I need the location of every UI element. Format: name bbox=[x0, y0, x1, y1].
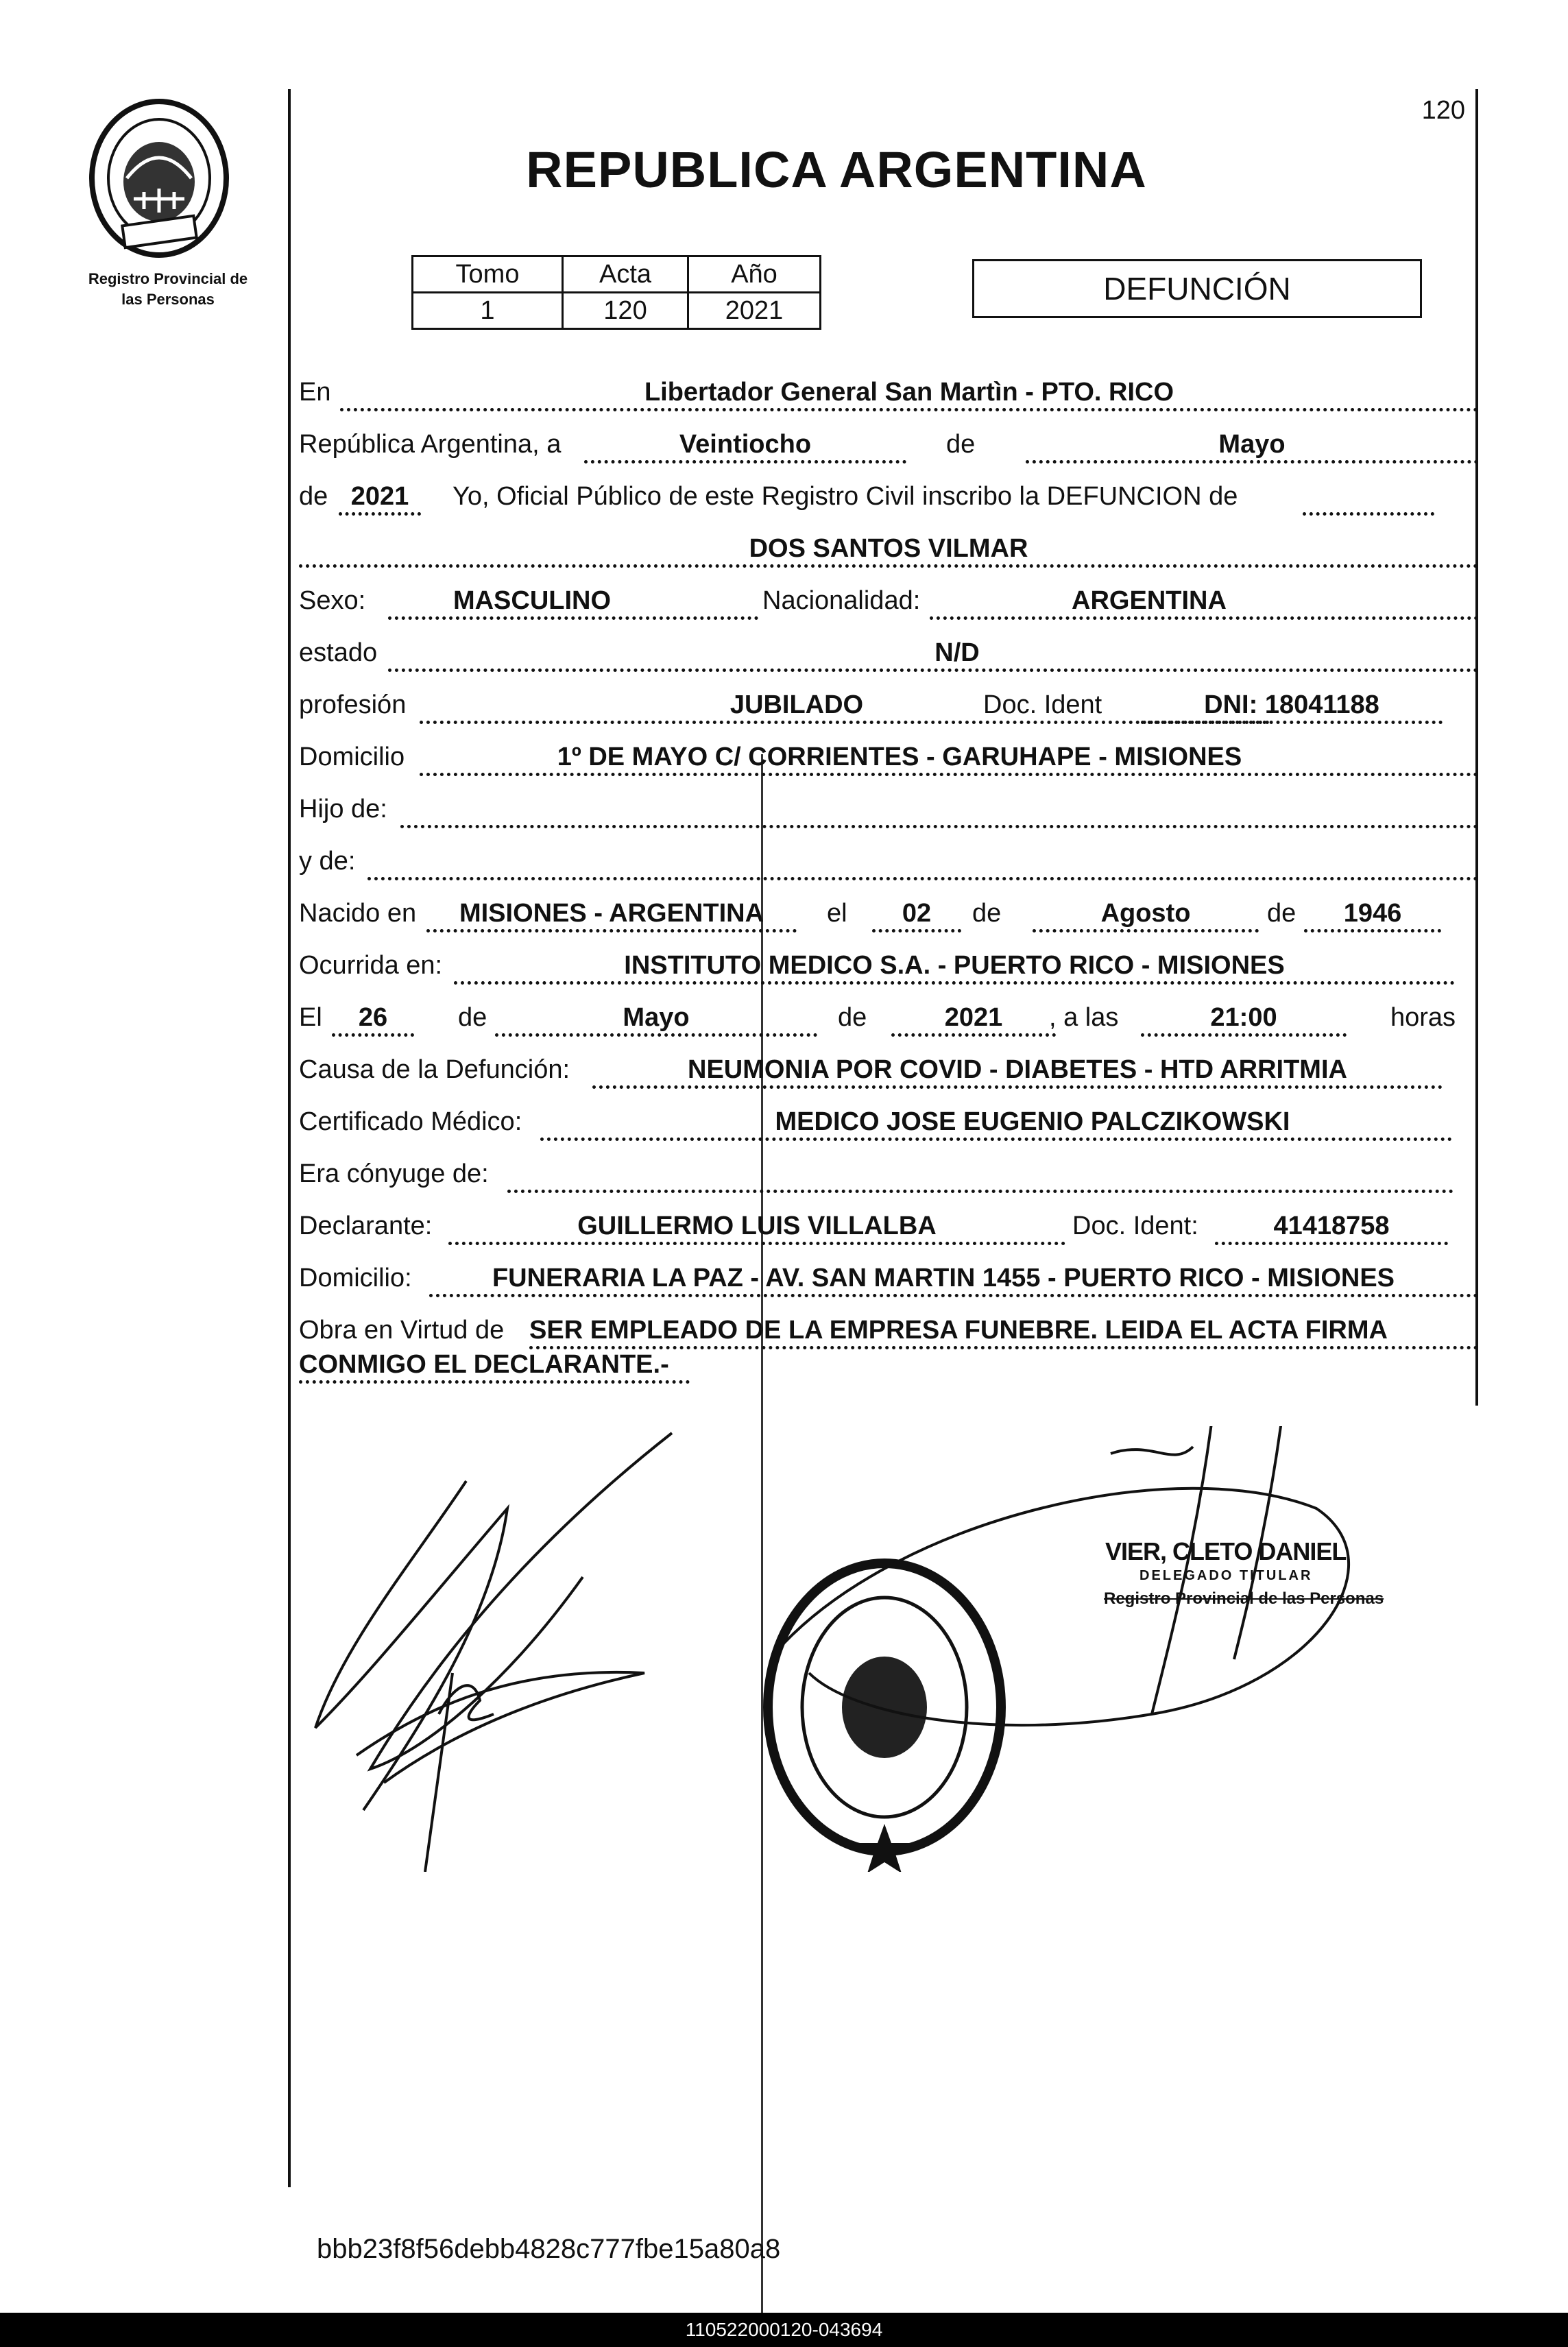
anio-header: Año bbox=[688, 256, 821, 293]
obra-line1: SER EMPLEADO DE LA EMPRESA FUNEBRE. LEIDA EL ACTA FIRMA bbox=[529, 1316, 1388, 1345]
barcode-footer bbox=[0, 2313, 1568, 2347]
place-value: Libertador General San Martìn - PTO. RICO bbox=[644, 378, 1174, 407]
row-official bbox=[299, 480, 1478, 516]
declarante-doc-value: 41418758 bbox=[1273, 1212, 1390, 1240]
obra-line2-dotted-line bbox=[299, 1380, 690, 1384]
row-domicilio bbox=[299, 741, 1478, 776]
muerte-mes-dotted-line bbox=[495, 1033, 817, 1037]
y-de-dotted-line bbox=[367, 877, 1478, 880]
official-text: Yo, Oficial Público de este Registro Civil inscribo la DEFUNCION de bbox=[453, 482, 1238, 511]
row-declarante-domicilio bbox=[299, 1262, 1478, 1297]
muerte-hora-dotted-line bbox=[1141, 1033, 1347, 1037]
nacido-anio-dotted-line bbox=[1304, 929, 1441, 932]
deceased-dotted-line bbox=[299, 564, 1478, 568]
record-table-header-row bbox=[413, 256, 821, 293]
el-label: el bbox=[827, 899, 847, 928]
row-nacido bbox=[299, 897, 1478, 932]
nacido-mes-value: Agosto bbox=[1100, 899, 1191, 928]
de-label-1: de bbox=[946, 430, 976, 459]
declarante-doc-dotted-line bbox=[1215, 1242, 1448, 1245]
year-value: 2021 bbox=[350, 482, 409, 511]
row-hijo bbox=[299, 793, 1478, 828]
horas-label: horas bbox=[1390, 1003, 1456, 1032]
declarant-signature bbox=[315, 1433, 672, 1872]
nacionalidad-label: Nacionalidad: bbox=[762, 586, 921, 615]
conyuge-label: Era cónyuge de: bbox=[299, 1159, 489, 1188]
officer-role: DELEGADO TITULAR bbox=[1139, 1568, 1313, 1583]
declarante-doc-label: Doc. Ident: bbox=[1072, 1212, 1198, 1240]
record-table-value-row bbox=[413, 293, 821, 329]
officer-name: VIER, CLETO DANIEL bbox=[1105, 1537, 1347, 1565]
doc-ident-value: DNI: 18041188 bbox=[1204, 690, 1379, 719]
nacido-dia-dotted-line bbox=[872, 929, 961, 932]
document-hash: bbb23f8f56debb4828c777fbe15a80a8 bbox=[317, 2234, 781, 2264]
conyuge-dotted-line bbox=[507, 1190, 1454, 1193]
nacido-lugar-value: MISIONES - ARGENTINA bbox=[459, 899, 764, 928]
muerte-hora-value: 21:00 bbox=[1210, 1003, 1277, 1032]
ocurrida-label: Ocurrida en: bbox=[299, 951, 443, 980]
doc-ident-label: Doc. Ident bbox=[983, 690, 1102, 719]
nacionalidad-value: ARGENTINA bbox=[1072, 586, 1227, 615]
causa-value: NEUMONIA POR COVID - DIABETES - HTD ARRITMIA bbox=[688, 1055, 1347, 1084]
row-ocurrida bbox=[299, 949, 1478, 985]
muerte-mes-value: Mayo bbox=[623, 1003, 690, 1032]
profesion-label: profesión bbox=[299, 690, 407, 719]
row-conyuge bbox=[299, 1157, 1478, 1193]
nacionalidad-dotted-line bbox=[930, 616, 1478, 620]
nacido-anio-value: 1946 bbox=[1343, 899, 1402, 928]
domicilio-value: 1º DE MAYO C/ CORRIENTES - GARUHAPE - MISIONES bbox=[557, 743, 1242, 771]
row-profession bbox=[299, 688, 1478, 724]
day-words-dotted-line bbox=[584, 460, 906, 464]
de-label-3: de bbox=[972, 899, 1002, 928]
registry-label-line1: Registro Provincial de bbox=[88, 270, 248, 287]
muerte-anio-value: 2021 bbox=[944, 1003, 1003, 1032]
causa-label: Causa de la Defunción: bbox=[299, 1055, 570, 1084]
tomo-value: 1 bbox=[413, 293, 563, 329]
acta-value: 120 bbox=[563, 293, 688, 329]
declarante-label: Declarante: bbox=[299, 1212, 433, 1240]
estado-value: N/D bbox=[934, 638, 980, 667]
nacido-dia-value: 02 bbox=[902, 899, 932, 928]
certificado-label: Certificado Médico: bbox=[299, 1107, 522, 1136]
row-date bbox=[299, 428, 1478, 464]
de-label-6: de bbox=[838, 1003, 867, 1032]
obra-line2: CONMIGO EL DECLARANTE.- bbox=[299, 1350, 669, 1379]
sexo-dotted-line bbox=[388, 616, 758, 620]
left-margin-line bbox=[288, 89, 291, 2187]
a-las-label: , a las bbox=[1049, 1003, 1119, 1032]
deceased-name: DOS SANTOS VILMAR bbox=[749, 534, 1028, 563]
declarante-domicilio-label: Domicilio: bbox=[299, 1264, 412, 1292]
hijo-label: Hijo de: bbox=[299, 795, 387, 823]
domicilio-label: Domicilio bbox=[299, 743, 405, 771]
signatures-and-seal bbox=[288, 1426, 1495, 1872]
day-words-value: Veintiocho bbox=[679, 430, 812, 459]
estado-dotted-line bbox=[388, 669, 1478, 672]
declarante-domicilio-value: FUNERARIA LA PAZ - AV. SAN MARTIN 1455 - PUERTO RICO - MISIONES bbox=[492, 1264, 1395, 1292]
official-end-dotted-line bbox=[1303, 512, 1434, 516]
muerte-anio-dotted-line bbox=[891, 1033, 1056, 1037]
row-place bbox=[299, 376, 1478, 411]
document-title: REPUBLICA ARGENTINA bbox=[526, 141, 1147, 198]
month-dotted-line bbox=[1026, 460, 1478, 464]
muerte-dia-dotted-line bbox=[332, 1033, 414, 1037]
anio-value: 2021 bbox=[688, 293, 821, 329]
certificado-value: MEDICO JOSE EUGENIO PALCZIKOWSKI bbox=[775, 1107, 1290, 1136]
nacido-lugar-dotted-line bbox=[426, 929, 797, 932]
registry-label-line2: las Personas bbox=[121, 291, 215, 308]
domicilio-dotted-line bbox=[420, 773, 1478, 776]
record-table bbox=[411, 255, 821, 330]
nacido-mes-dotted-line bbox=[1033, 929, 1259, 932]
row-y-de bbox=[299, 845, 1478, 880]
row-causa bbox=[299, 1053, 1478, 1089]
de-label-4: de bbox=[1267, 899, 1296, 928]
acta-header: Acta bbox=[563, 256, 688, 293]
y-de-label: y de: bbox=[299, 847, 356, 876]
official-seal bbox=[500, 1426, 1001, 1872]
sexo-label: Sexo: bbox=[299, 586, 366, 615]
row-obra-2 bbox=[299, 1348, 1478, 1384]
row-fecha-defuncion bbox=[299, 1001, 1478, 1037]
declarante-domicilio-dotted-line bbox=[429, 1294, 1478, 1297]
en-label: En bbox=[299, 378, 331, 407]
declarante-dotted-line bbox=[448, 1242, 1065, 1245]
row-sex-nationality bbox=[299, 584, 1478, 620]
hijo-dotted-line bbox=[400, 825, 1478, 828]
declarante-value: GUILLERMO LUIS VILLALBA bbox=[577, 1212, 937, 1240]
row-certificado bbox=[299, 1105, 1478, 1141]
certificado-dotted-line bbox=[540, 1138, 1452, 1141]
sexo-value: MASCULINO bbox=[453, 586, 612, 615]
tomo-header: Tomo bbox=[413, 256, 563, 293]
row-obra bbox=[299, 1314, 1478, 1349]
provincia-misiones-coat-of-arms-logo bbox=[86, 96, 233, 261]
row-deceased bbox=[299, 532, 1478, 568]
place-dotted-line bbox=[340, 408, 1478, 411]
nacido-label: Nacido en bbox=[299, 899, 417, 928]
ocurrida-value: INSTITUTO MEDICO S.A. - PUERTO RICO - MISIONES bbox=[624, 951, 1285, 980]
row-declarante bbox=[299, 1209, 1478, 1245]
registry-label bbox=[65, 269, 271, 310]
row-estado bbox=[299, 636, 1478, 672]
record-type-box: DEFUNCIÓN bbox=[972, 259, 1422, 318]
estado-label: estado bbox=[299, 638, 378, 667]
profesion-value: JUBILADO bbox=[729, 690, 864, 719]
month-value: Mayo bbox=[1218, 430, 1286, 459]
republica-label: República Argentina, a bbox=[299, 430, 562, 459]
de-label-5: de bbox=[458, 1003, 487, 1032]
page-number: 120 bbox=[1421, 96, 1465, 125]
de-label-2: de bbox=[299, 482, 328, 511]
officer-org: Registro Provincial de las Personas bbox=[1104, 1589, 1384, 1608]
year-dotted-line bbox=[339, 512, 421, 516]
causa-dotted-line bbox=[592, 1085, 1443, 1089]
doc-ident-dotted-line bbox=[1141, 721, 1443, 724]
barcode-text: 110522000120-043694 bbox=[685, 2319, 883, 2340]
obra-label: Obra en Virtud de bbox=[299, 1316, 505, 1345]
ocurrida-dotted-line bbox=[454, 981, 1455, 985]
muerte-dia-value: 26 bbox=[358, 1003, 388, 1032]
el-label-2: El bbox=[299, 1003, 322, 1032]
